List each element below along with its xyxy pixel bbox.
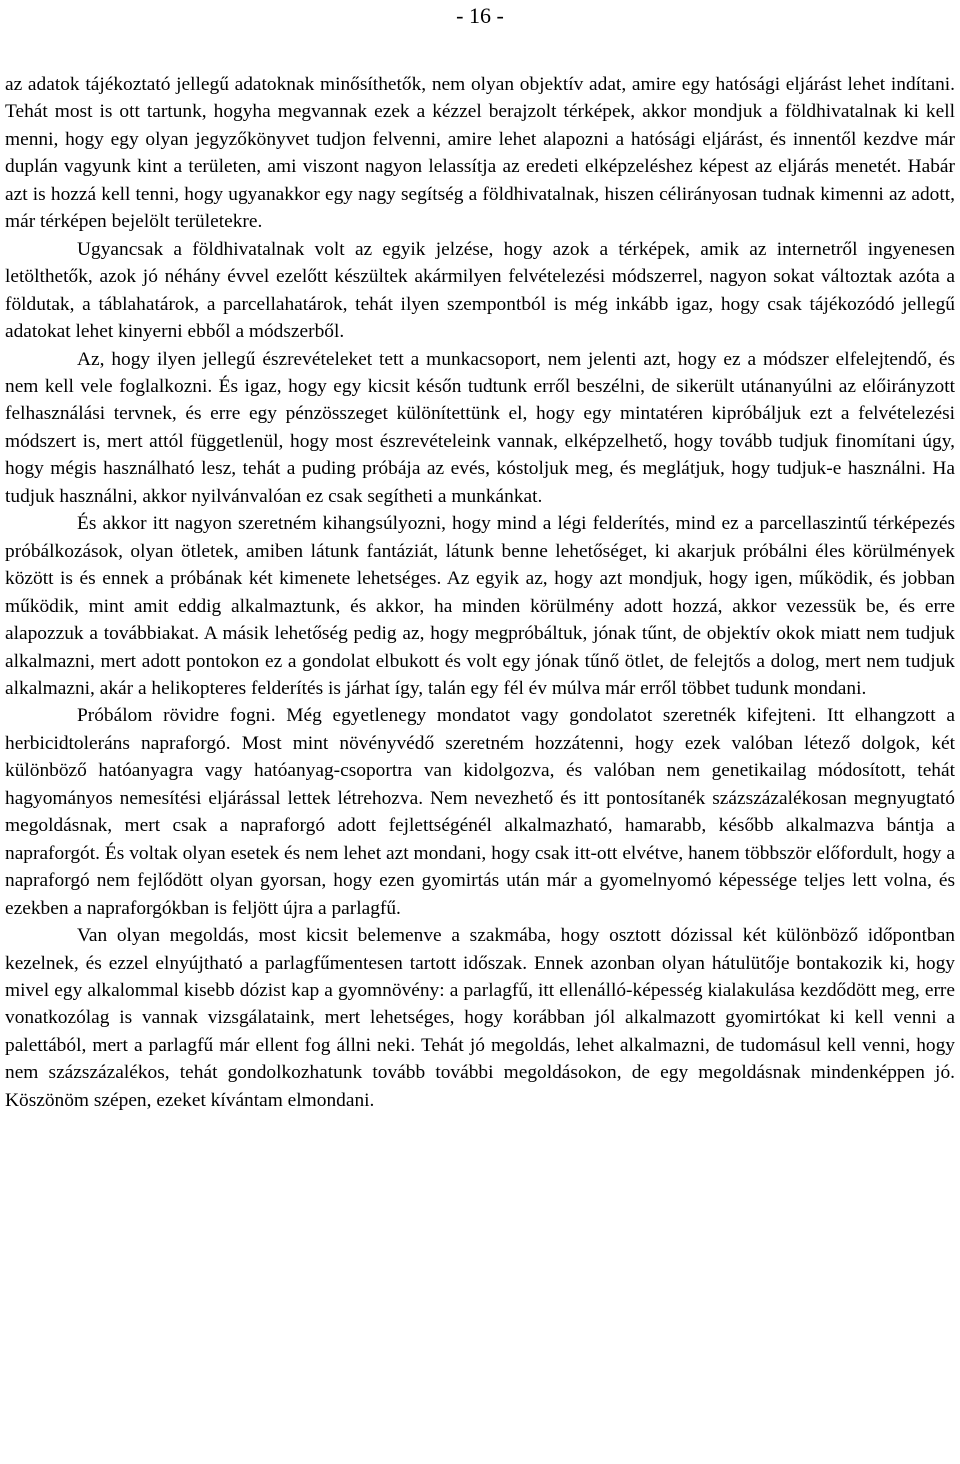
paragraph-6: Van olyan megoldás, most kicsit belemenve a szakmába, hogy osztott dózissal két különböző időpontban kezelnek, és ezzel elnyújtható a parlagfűmentesen tartott időszak. Ennek azonban olyan hátulütője bontakozik ki, hogy mivel egy alkalommal kisebb dózist kap a gyomnövény: a parlagfű, itt ellenálló-képesség kialakulása kezdődött meg, erre vonatkozólag is vannak vizsgálataink, mert lehetséges, hogy korábban jól alkalmazott gyomirtókat ki kell venni a palettából, mert a parlagfű már ellent fog állni neki. Tehát jó megoldás, lehet alkalmazni, de tudomásul kell venni, hogy nem százszázalékos, tehát gondolkozhatunk tovább további megoldásokon, de egy megoldásnak mindenképpen jó. Köszönöm szépen, ezeket kívántam elmondani. [5,925,955,1111]
paragraph-3: Az, hogy ilyen jellegű észrevételeket tett a munkacsoport, nem jelenti azt, hogy ez a módszer elfelejtendő, és nem kell vele foglalkozni. És igaz, hogy egy kicsit későn tudtunk erről beszélni, de sikerült utánanyúlni az előirányzott felhasználási tervnek, és erre egy pénzösszeget különítettünk el, hogy egy mintatéren kipróbáljuk ezt a felvételezési módszert is, mert attól függetlenül, hogy most észrevételeink vannak, elképzelhető, hogy tovább tudjuk finomítani úgy, hogy mégis használható lesz, tehát a puding próbája az evés, kóstoljuk meg, és meglátjuk, hogy tudjuk-e használni. Ha tudjuk használni, akkor nyilvánvalóan ez csak segítheti a munkánkat. [5,348,955,507]
page-number: - 16 - [456,3,504,28]
paragraph-5: Próbálom rövidre fogni. Még egyetlenegy mondatot vagy gondolatot szeretnék kifejteni. Itt elhangzott a herbicidtoleráns napraforgó. Most mint növényvédő szeretném hozzátenni, hogy ezek valóban létező dolgok, két különböző hatóanyagra vagy hatóanyag-csoportra van kidolgozva, és valóban nem genetikailag módosított, tehát hagyományos nemesítési eljárással lettek létrehozva. Nem nevezhető és itt pontosítanék százszázalékosan megnyugtató megoldásnak, mert csak a napraforgó adott fejlettségénél alkalmazható, hamarabb, később alkalmazva bántja a napraforgót. És voltak olyan esetek és nem lehet azt mondani, hogy csak itt-ott elvétve, hanem többször előfordult, hogy a napraforgó nem fejlődött olyan gyorsan, hogy ezen gyomirtás után már a gyomelnyomó képessége teljes lett volna, és ezekben a napraforgókban is feljött újra a parlagfű. [5,705,955,919]
paragraph-2: Ugyancsak a földhivatalnak volt az egyik jelzése, hogy azok a térképek, amik az internetről ingyenesen letölthetők, azok jó néhány évvel ezelőtt készültek akármilyen felvételezési módszerrel, nagyon sokat változtak azóta a földutak, a táblahatárok, a parcellahatárok, tehát ilyen szempontból is még inkább igaz, hogy csak tájékozódó jellegű adatokat lehet kinyerni ebből a módszerből. [5,238,955,343]
paragraph-4: És akkor itt nagyon szeretném kihangsúlyozni, hogy mind a légi felderítés, mind ez a parcellaszintű térképezés próbálkozások, olyan ötletek, amiben látunk fantáziát, látunk benne lehetőséget, ki akarjuk próbálni éles körülmények között is és ennek a próbának két kimenete lehetséges. Az egyik az, hogy azt mondjuk, hogy igen, működik, és jobban működik, mint amit eddig alkalmaztunk, és akkor, ha minden körülmény adott hozzá, akkor vezessük be, és erre alapozzuk a továbbiakat. A másik lehetőség pedig az, hogy megpróbáltuk, jónak tűnt, de objektív okok miatt nem tudjuk alkalmazni, mert adott pontokon ez a gondolat elbukott és volt egy jónak tűnő ötlet, de felejtős a dolog, mert nem tudjuk alkalmazni, akár a helikopteres felderítés is járhat így, talán egy fél év múlva már erről többet tudunk mondani. [5,513,955,699]
body-text [5,71,955,1114]
paragraph-1: az adatok tájékoztató jellegű adatoknak minősíthetők, nem olyan objektív adat, amire egy hatósági eljárást lehet indítani. Tehát most is ott tartunk, hogyha megvannak ezek a kézzel berajzolt térképek, akkor mondjuk a földhivatalnak ki kell menni, hogy egy olyan jegyzőkönyvet tudjon felvenni, amire lehet alapozni a hatósági eljárást, és innentől kezdve már duplán vagyunk kint a területen, ami viszont nagyon lelassítja az eredeti elképzeléshez képest az eljárás menetét. Habár azt is hozzá kell tenni, hogy ugyanakkor egy nagy segítség a földhivatalnak, hiszen célirányosan tudnak kimenni az adott, már térképen bejelölt területekre. [5,74,955,233]
